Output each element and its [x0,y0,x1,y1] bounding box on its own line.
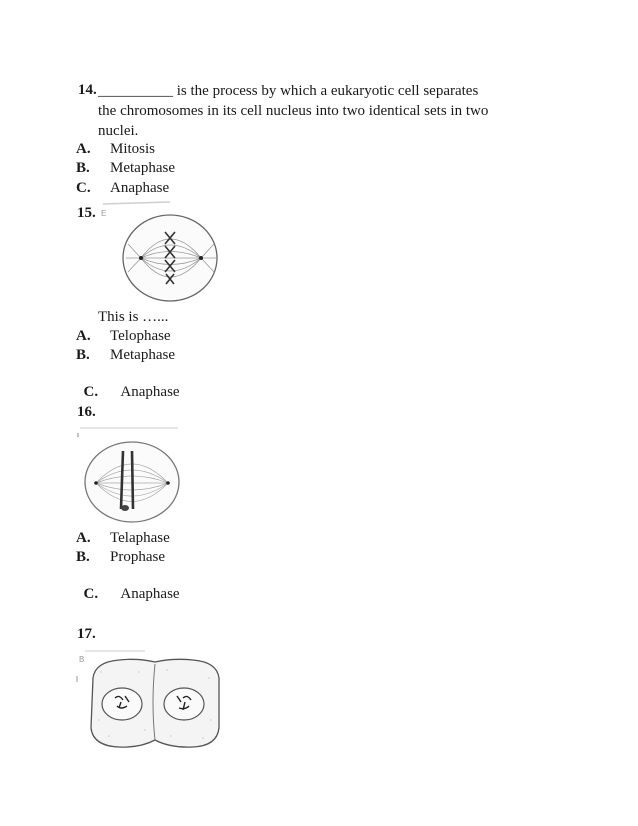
question-16-number: 16. [77,404,96,420]
option-letter: C. [83,586,99,602]
question-16-option-a [76,530,170,547]
question-15-option-c [76,367,180,401]
option-letter: A. [76,141,91,157]
question-14-option-c [76,180,169,197]
question-14-option-b [76,160,175,177]
option-text: Telophase [110,328,171,344]
option-text: Anaphase [117,586,180,602]
option-letter: B. [76,160,90,176]
option-text: Anaphase [117,384,180,400]
metaphase-cell-figure [98,200,218,310]
anaphase-cell-figure [76,425,191,525]
option-text: Prophase [110,549,165,565]
option-letter: A. [76,328,91,344]
question-15-number: 15. [77,205,96,221]
question-14-line-1: __________ is the process by which a eukaryotic cell separates [98,83,479,99]
option-letter: C. [76,180,91,196]
question-16-option-b [76,549,165,566]
option-letter: C. [83,384,99,400]
figure-17-label: B [79,655,85,664]
option-text: Telaphase [110,530,170,546]
question-17-number: 17. [77,626,96,642]
option-text: Metaphase [110,160,175,176]
option-letter: B. [76,347,90,363]
question-14-line-2: the chromosomes in its cell nucleus into two identical sets in two [98,103,489,119]
question-14-line-3: nuclei. [98,123,139,139]
option-letter: A. [76,530,91,546]
option-text: Metaphase [110,347,175,363]
figure-15-label: E [101,209,107,218]
option-text: Anaphase [110,180,170,196]
question-14-option-a [76,141,155,158]
question-14-number: 14. [78,82,97,98]
question-16-option-c [76,569,180,603]
option-letter: B. [76,549,90,565]
question-15-option-a [76,328,171,345]
option-text: Mitosis [110,141,156,157]
question-15-option-b [76,347,175,364]
question-15-prompt: This is …... [98,309,169,325]
telophase-cell-figure [75,648,225,758]
